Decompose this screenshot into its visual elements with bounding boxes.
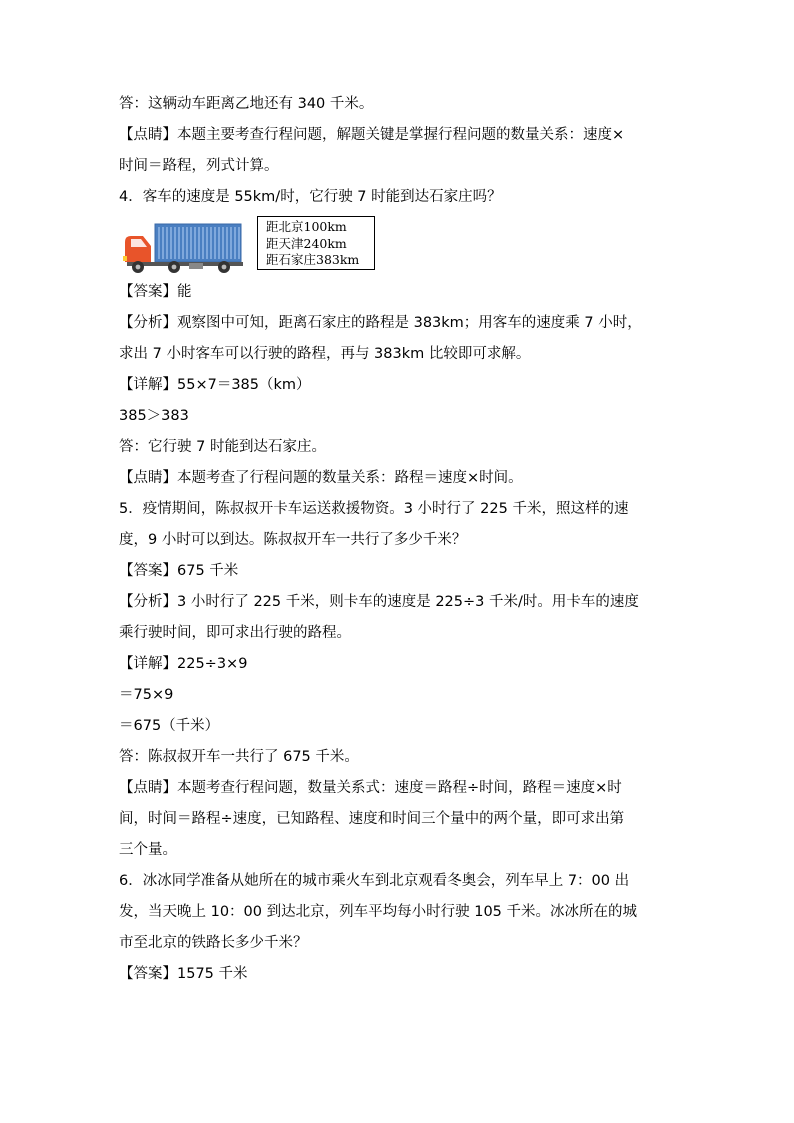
text-line: 答：它行驶 7 时能到达石家庄。 xyxy=(119,439,326,455)
text-line: 【点睛】本题主要考查行程问题，解题关键是掌握行程问题的数量关系：速度× xyxy=(119,127,625,143)
text-line: 发，当天晚上 10：00 到达北京，列车平均每小时行驶 105 千米。冰冰所在的城 xyxy=(119,904,638,920)
text-block-before-figure xyxy=(119,94,679,207)
text-line: ＝75×9 xyxy=(119,687,174,703)
sign-line-tianjin: 距天津240km xyxy=(266,235,347,251)
text-line: 6．冰冰同学准备从她所在的城市乘火车到北京观看冬奥会，列车早上 7：00 出 xyxy=(119,873,630,889)
text-line: 间，时间＝路程÷速度，已知路程、速度和时间三个量中的两个量，即可求出第 xyxy=(119,811,625,827)
text-line: 【详解】55×7＝385（km） xyxy=(119,377,311,393)
distance-sign xyxy=(257,216,375,270)
text-line: 5．疫情期间，陈叔叔开卡车运送救援物资。3 小时行了 225 千米，照这样的速 xyxy=(119,501,629,517)
text-line: 【详解】225÷3×9 xyxy=(119,656,248,672)
text-line: 答：这辆动车距离乙地还有 340 千米。 xyxy=(119,96,374,112)
text-line: 乘行驶时间，即可求出行驶的路程。 xyxy=(119,625,351,641)
text-line: 【答案】1575 千米 xyxy=(119,966,248,982)
text-line: 三个量。 xyxy=(119,842,177,858)
figure-row xyxy=(119,216,679,274)
truck-icon xyxy=(121,222,245,274)
text-line: 【点睛】本题考查行程问题，数量关系式：速度＝路程÷时间，路程＝速度×时 xyxy=(119,780,622,796)
text-line: ＝675（千米） xyxy=(119,718,220,734)
sign-line-shijiazhuang: 距石家庄383km xyxy=(266,252,360,267)
text-line: 求出 7 小时客车可以行驶的路程，再与 383km 比较即可求解。 xyxy=(119,346,531,362)
text-line: 答：陈叔叔开车一共行了 675 千米。 xyxy=(119,749,359,765)
text-line: 4．客车的速度是 55km/时，它行驶 7 时能到达石家庄吗？ xyxy=(119,189,502,205)
text-line: 时间＝路程，列式计算。 xyxy=(119,158,279,174)
text-line: 【答案】能 xyxy=(119,284,192,300)
text-line: 【答案】675 千米 xyxy=(119,563,239,579)
text-line: 【点睛】本题考查了行程问题的数量关系：路程＝速度×时间。 xyxy=(119,470,523,486)
text-block-after-figure xyxy=(119,282,679,984)
document-body xyxy=(119,94,679,995)
text-line: 【分析】观察图中可知，距离石家庄的路程是 383km；用客车的速度乘 7 小时， xyxy=(119,315,642,331)
text-line: 度，9 小时可以到达。陈叔叔开车一共行了多少千米？ xyxy=(119,532,467,548)
text-line: 市至北京的铁路长多少千米？ xyxy=(119,935,308,951)
text-line: 385＞383 xyxy=(119,408,189,424)
sign-line-beijing: 距北京100km xyxy=(266,219,347,234)
text-line: 【分析】3 小时行了 225 千米，则卡车的速度是 225÷3 千米/时。用卡车的速度 xyxy=(119,594,639,610)
